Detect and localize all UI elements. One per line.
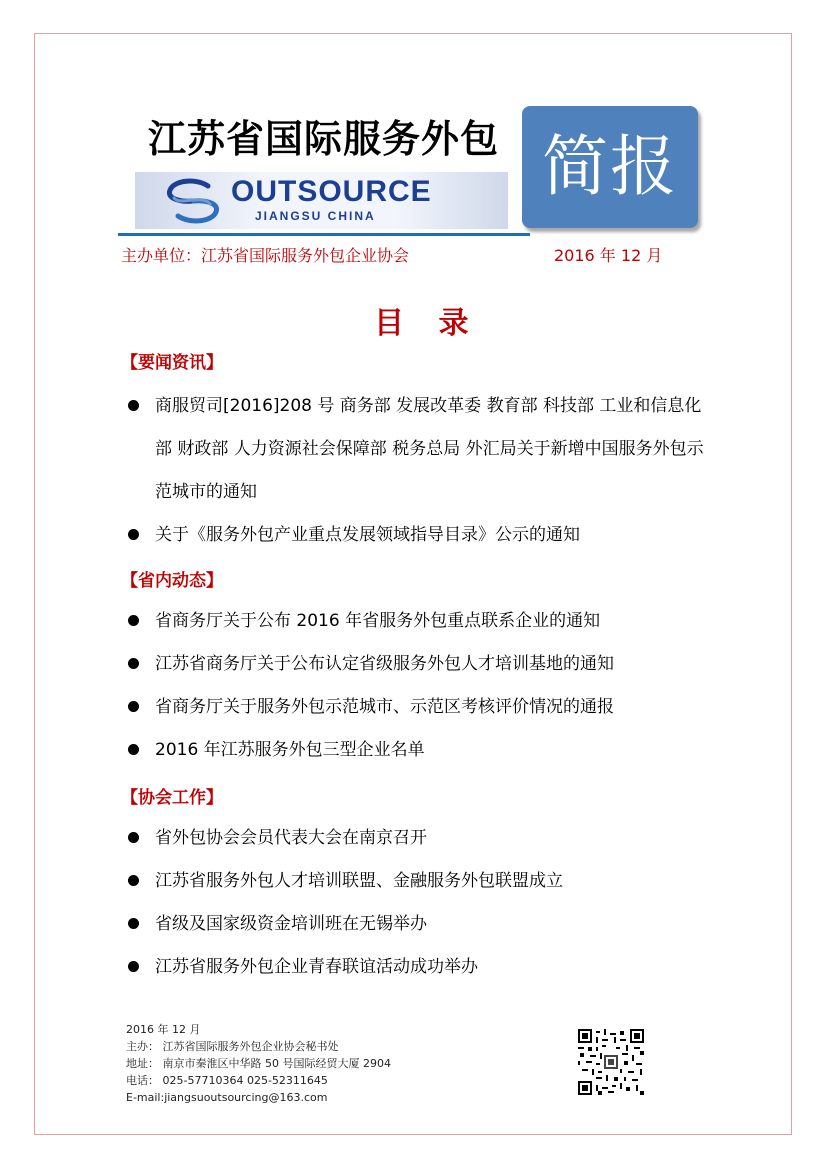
toc-item-text: 商服贸司[2016]208 号 商务部 发展改革委 教育部 科技部 工业和信息化部 财政部 人力资源社会保障部 税务总局 外汇局关于新增中国服务外包示范城市的通知 <box>155 396 704 502</box>
toc-item-text: 省商务厅关于公布 2016 年省服务外包重点联系企业的通知 <box>155 611 601 631</box>
bullet-icon <box>128 832 139 843</box>
toc-item[interactable] <box>128 686 708 729</box>
bullet-icon <box>128 744 139 755</box>
toc-item[interactable] <box>128 817 708 860</box>
bullet-icon <box>128 701 139 712</box>
toc-item-text: 江苏省服务外包人才培训联盟、金融服务外包联盟成立 <box>155 871 563 891</box>
toc-item[interactable] <box>128 385 708 514</box>
logo-subtitle: JIANGSU CHINA <box>255 209 376 223</box>
toc-item[interactable] <box>128 600 708 643</box>
bullet-icon <box>128 529 139 540</box>
toc-item-text: 省商务厅关于服务外包示范城市、示范区考核评价情况的通报 <box>155 697 614 717</box>
footer-contact <box>126 1021 391 1106</box>
bullet-icon <box>128 658 139 669</box>
section-heading: 【省内动态】 <box>121 571 223 591</box>
footer-host: 主办： 江苏省国际服务外包企业协会秘书处 <box>126 1040 339 1053</box>
toc-item[interactable] <box>128 860 708 903</box>
logo-wordmark: OUTSOURCE <box>231 175 432 208</box>
bullet-icon <box>128 400 139 411</box>
toc-item-text: 江苏省商务厅关于公布认定省级服务外包人才培训基地的通知 <box>155 654 614 674</box>
footer-date: 2016 年 12 月 <box>126 1023 201 1036</box>
qr-code-icon <box>578 1029 644 1095</box>
toc-item[interactable] <box>128 946 708 989</box>
bullet-icon <box>128 961 139 972</box>
toc-title: 目 录 <box>374 306 481 341</box>
toc-item[interactable] <box>128 643 708 686</box>
sponsor-line: 主办单位：江苏省国际服务外包企业协会 <box>121 246 410 265</box>
header-divider <box>118 233 530 236</box>
briefing-badge: 简报 <box>522 106 698 228</box>
toc-item-text: 关于《服务外包产业重点发展领域指导目录》公示的通知 <box>155 525 580 545</box>
toc-item-text: 江苏省服务外包企业青春联谊活动成功举办 <box>155 957 478 977</box>
toc-item-text: 省外包协会会员代表大会在南京召开 <box>155 828 427 848</box>
bullet-icon <box>128 875 139 886</box>
outsource-logo <box>135 172 508 229</box>
toc-item[interactable] <box>128 514 708 557</box>
swirl-logo-icon <box>162 176 224 226</box>
toc-item[interactable] <box>128 903 708 946</box>
section-heading: 【要闻资讯】 <box>121 353 223 373</box>
bullet-icon <box>128 615 139 626</box>
bullet-icon <box>128 918 139 929</box>
footer-phone: 电话： 025-57710364 025-52311645 <box>126 1074 328 1087</box>
publication-title: 江苏省国际服务外包 <box>148 117 500 161</box>
toc-item[interactable] <box>128 729 708 772</box>
section-heading: 【协会工作】 <box>121 788 223 808</box>
footer-address: 地址： 南京市秦淮区中华路 50 号国际经贸大厦 2904 <box>126 1057 391 1070</box>
footer-email[interactable]: E-mail:jiangsuoutsourcing@163.com <box>126 1091 328 1104</box>
toc-item-text: 2016 年江苏服务外包三型企业名单 <box>155 740 425 760</box>
toc-item-text: 省级及国家级资金培训班在无锡举办 <box>155 914 427 934</box>
issue-date: 2016 年 12 月 <box>554 246 663 265</box>
